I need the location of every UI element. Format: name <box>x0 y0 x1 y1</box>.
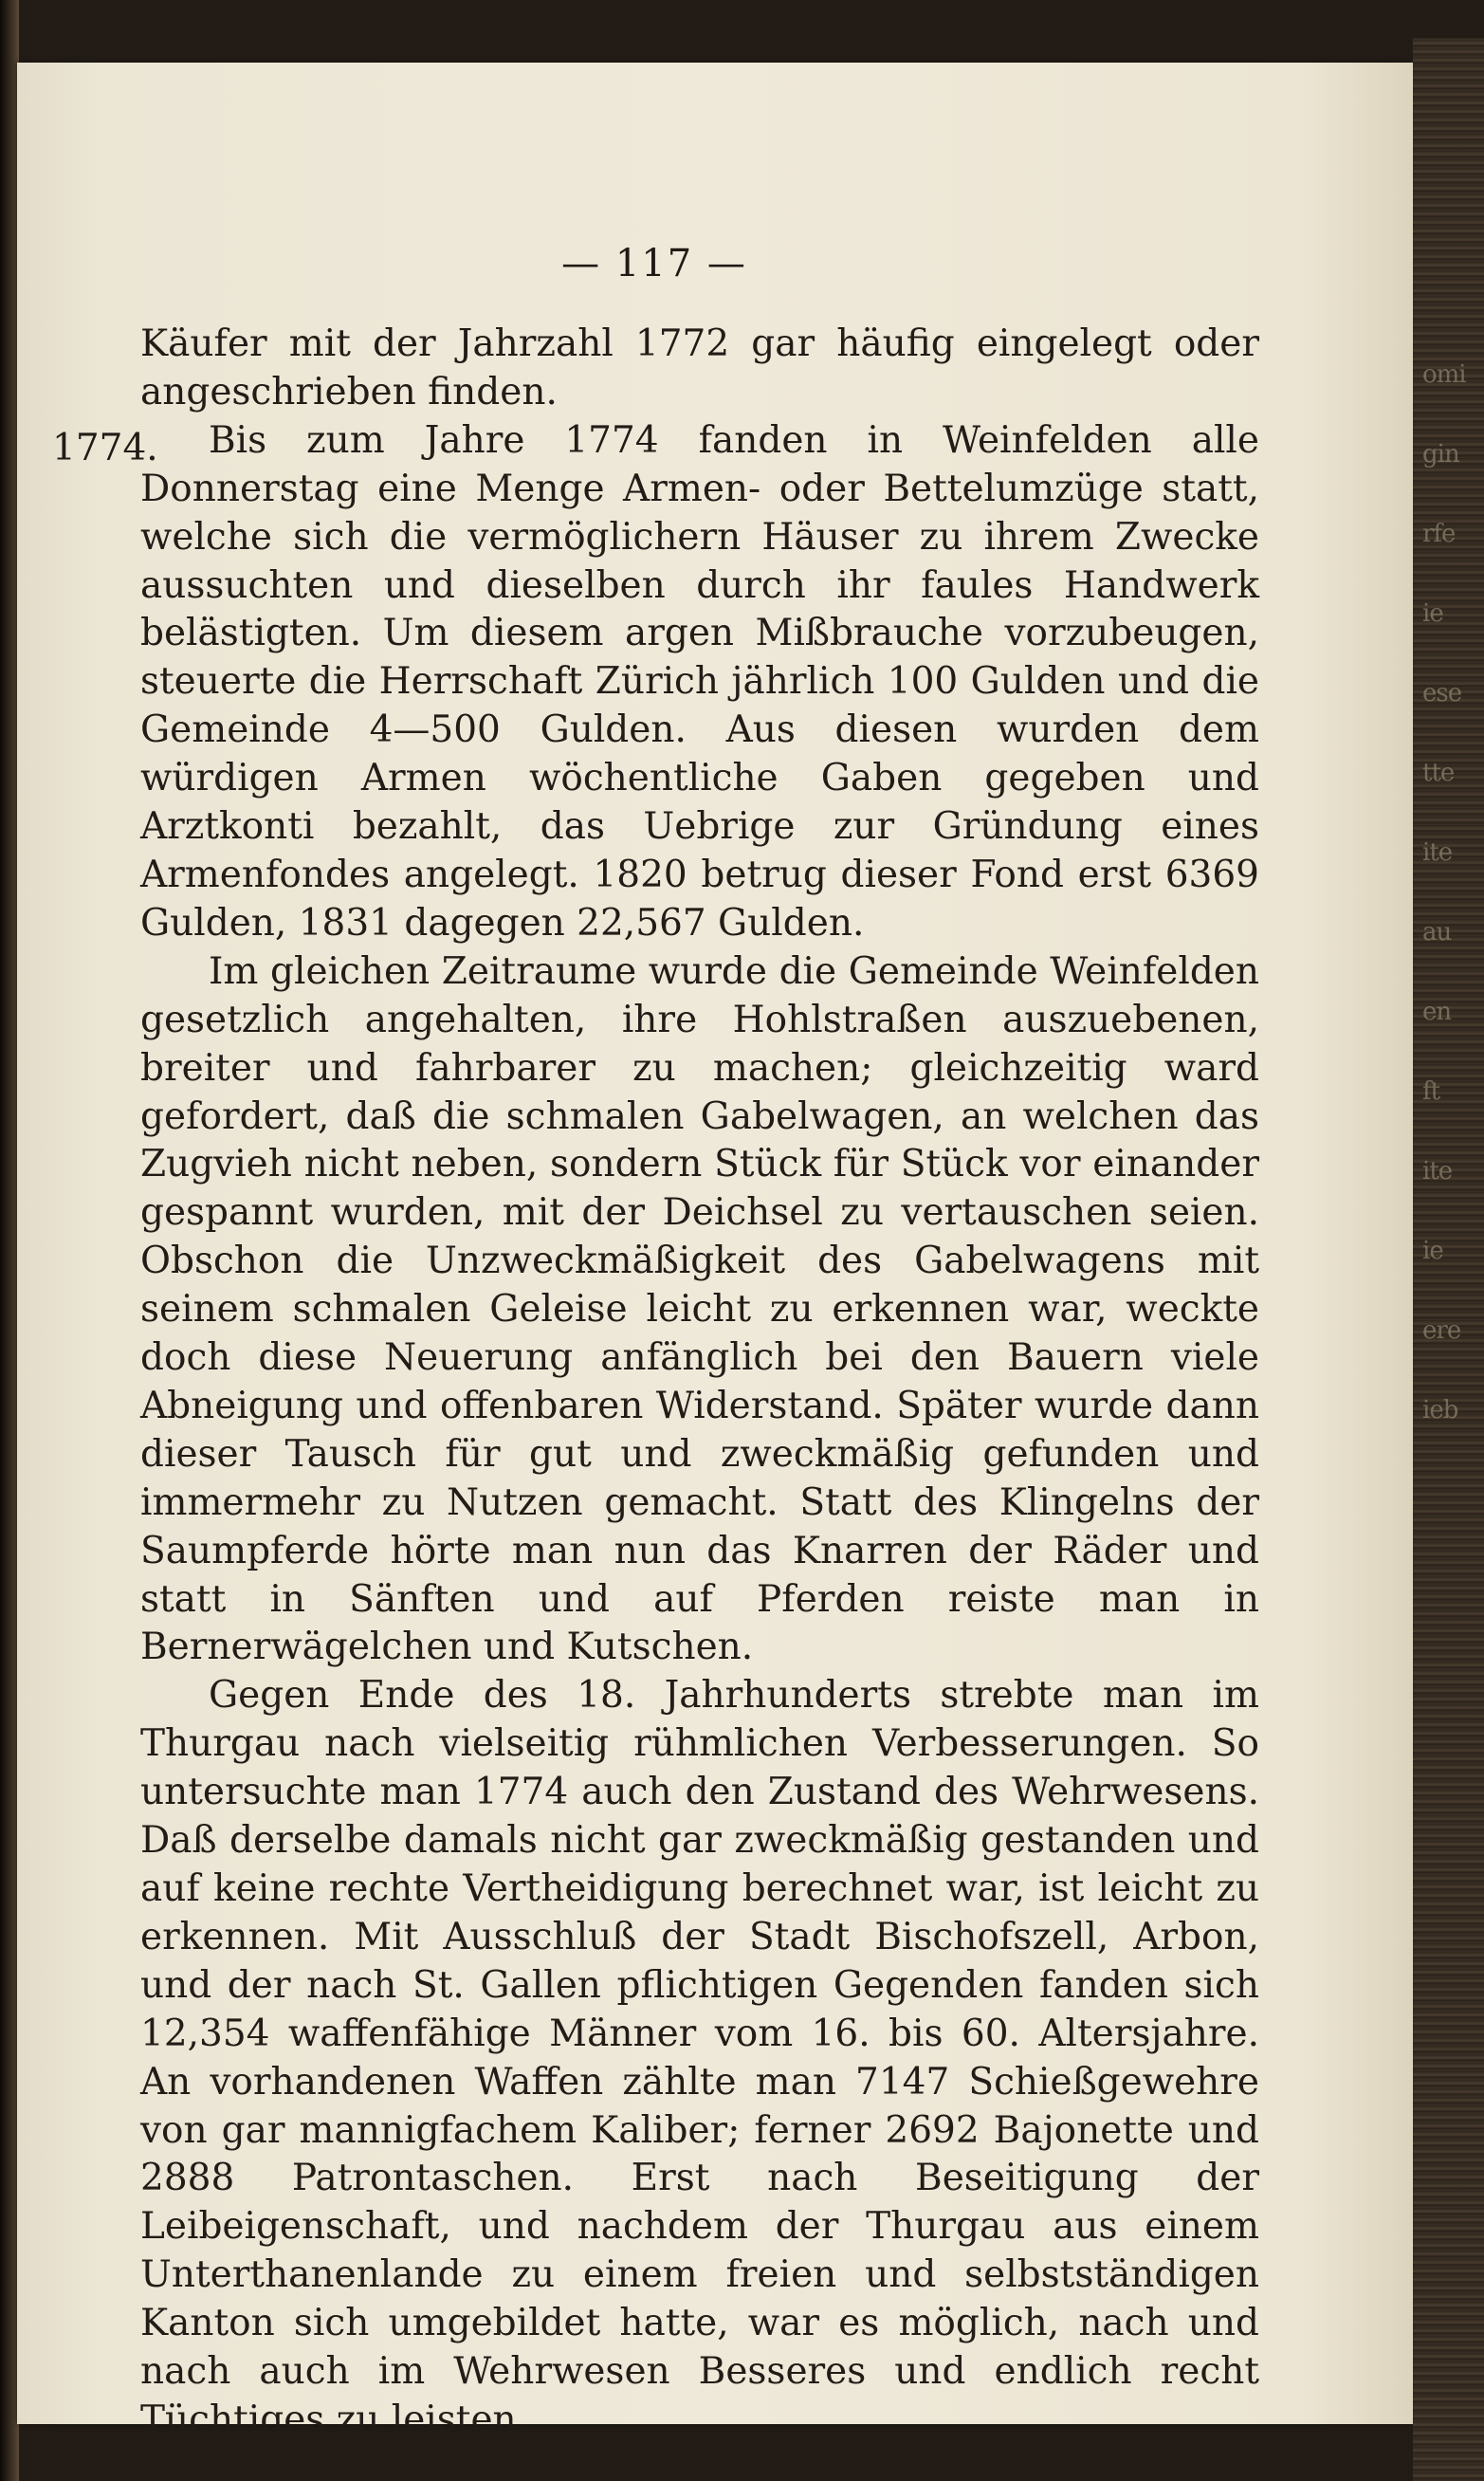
bleed-fragment: ieb <box>1422 1396 1458 1424</box>
bleed-fragment: ese <box>1422 679 1462 708</box>
bleed-fragment: ere <box>1422 1316 1461 1345</box>
bleed-fragment: ie <box>1422 1237 1443 1265</box>
binding-shadow <box>0 0 19 2481</box>
bleed-fragment: en <box>1422 998 1452 1026</box>
bleed-fragment: ft <box>1422 1077 1440 1106</box>
body-text <box>140 321 1259 2445</box>
margin-year-note: 1774. <box>52 427 158 469</box>
bleed-fragment: au <box>1422 918 1452 946</box>
paragraph-continuation: Käufer mit der Jahrzahl 1772 gar häufig eingelegt oder angeschrieben finden. <box>140 322 1259 414</box>
bleed-fragment: omi <box>1422 360 1466 389</box>
next-page-bleed-text <box>1422 360 1479 1476</box>
bleed-fragment: tte <box>1422 759 1455 787</box>
bleed-fragment: rfe <box>1422 520 1456 548</box>
bleed-fragment: ie <box>1422 599 1443 628</box>
page-number: — 117 — <box>561 242 747 285</box>
paragraph-military-affairs: Gegen Ende des 18. Jahrhunderts strebte man im Thurgau nach vielseitig rühmlichen Verbesserungen. So untersuchte man 1774 auch den Zustand des Wehrwesens. Daß derselbe damals nicht gar zweckmäßig gestanden und auf keine rechte Vertheidigung berechnet war, ist leicht zu erkennen. Mit Ausschluß der Stadt Bischofszell, Arbon, und der nach St. Gallen pflichtigen Gegenden fanden sich 12,354 waffenfähige Männer vom 16. bis 60. Altersjahre. An vorhandenen Waffen zählte man 7147 Schießgewehre von gar mannigfachem Kaliber; ferner 2692 Bajonette und 2888 Patrontaschen. Erst nach Beseitigung der Leibeigenschaft, und nachdem der Thurgau aus einem Unterthanenlande zu einem freien und selbstständigen Kanton sich umgebildet hatte, war es möglich, nach und nach auch im Wehrwesen Besseres und endlich recht Tüchtiges zu leisten. <box>140 1674 1259 2441</box>
paragraph-poor-relief: Bis zum Jahre 1774 fanden in Weinfelden alle Donnerstag eine Menge Armen- oder Bettelumzüge statt, welche sich die vermöglichern Häuser zu ihrem Zwecke aussuchten und dieselben durch ihr faules Handwerk belästigten. Um diesem argen Mißbrauche vorzubeugen, steuerte die Herrschaft Zürich jährlich 100 Gulden und die Gemeinde 4—500 Gulden. Aus diesen wurden dem würdigen Armen wöchentliche Gaben gegeben und Arztkonti bezahlt, das Uebrige zur Gründung eines Armenfondes angelegt. 1820 betrug dieser Fond erst 6369 Gulden, 1831 dagegen 22,567 Gulden. <box>140 418 1259 945</box>
paragraph-roads-and-wagons: Im gleichen Zeitraume wurde die Gemeinde Weinfelden gesetzlich angehalten, ihre Hohlstraßen auszuebenen, breiter und fahrbarer zu machen; gleichzeitig ward gefordert, daß die schmalen Gabelwagen, an welchen das Zugvieh nicht neben, sondern Stück für Stück vor einander gespannt wurden, mit der Deichsel zu vertauschen seien. Obschon die Unzweckmäßigkeit des Gabelwagens mit seinem schmalen Geleise leicht zu erkennen war, weckte doch diese Neuerung anfänglich bei den Bauern viele Abneigung und offenbaren Widerstand. Später wurde dann dieser Tausch für gut und zweckmäßig gefunden und immermehr zu Nutzen gemacht. Statt des Klingelns der Saumpferde hörte man nun das Knarren der Räder und statt in Sänften und auf Pferden reiste man in Bernerwägelchen und Kutschen. <box>140 949 1259 1669</box>
bleed-fragment: gin <box>1422 440 1459 469</box>
bleed-fragment: ite <box>1422 1157 1453 1185</box>
bleed-fragment: ite <box>1422 838 1453 867</box>
